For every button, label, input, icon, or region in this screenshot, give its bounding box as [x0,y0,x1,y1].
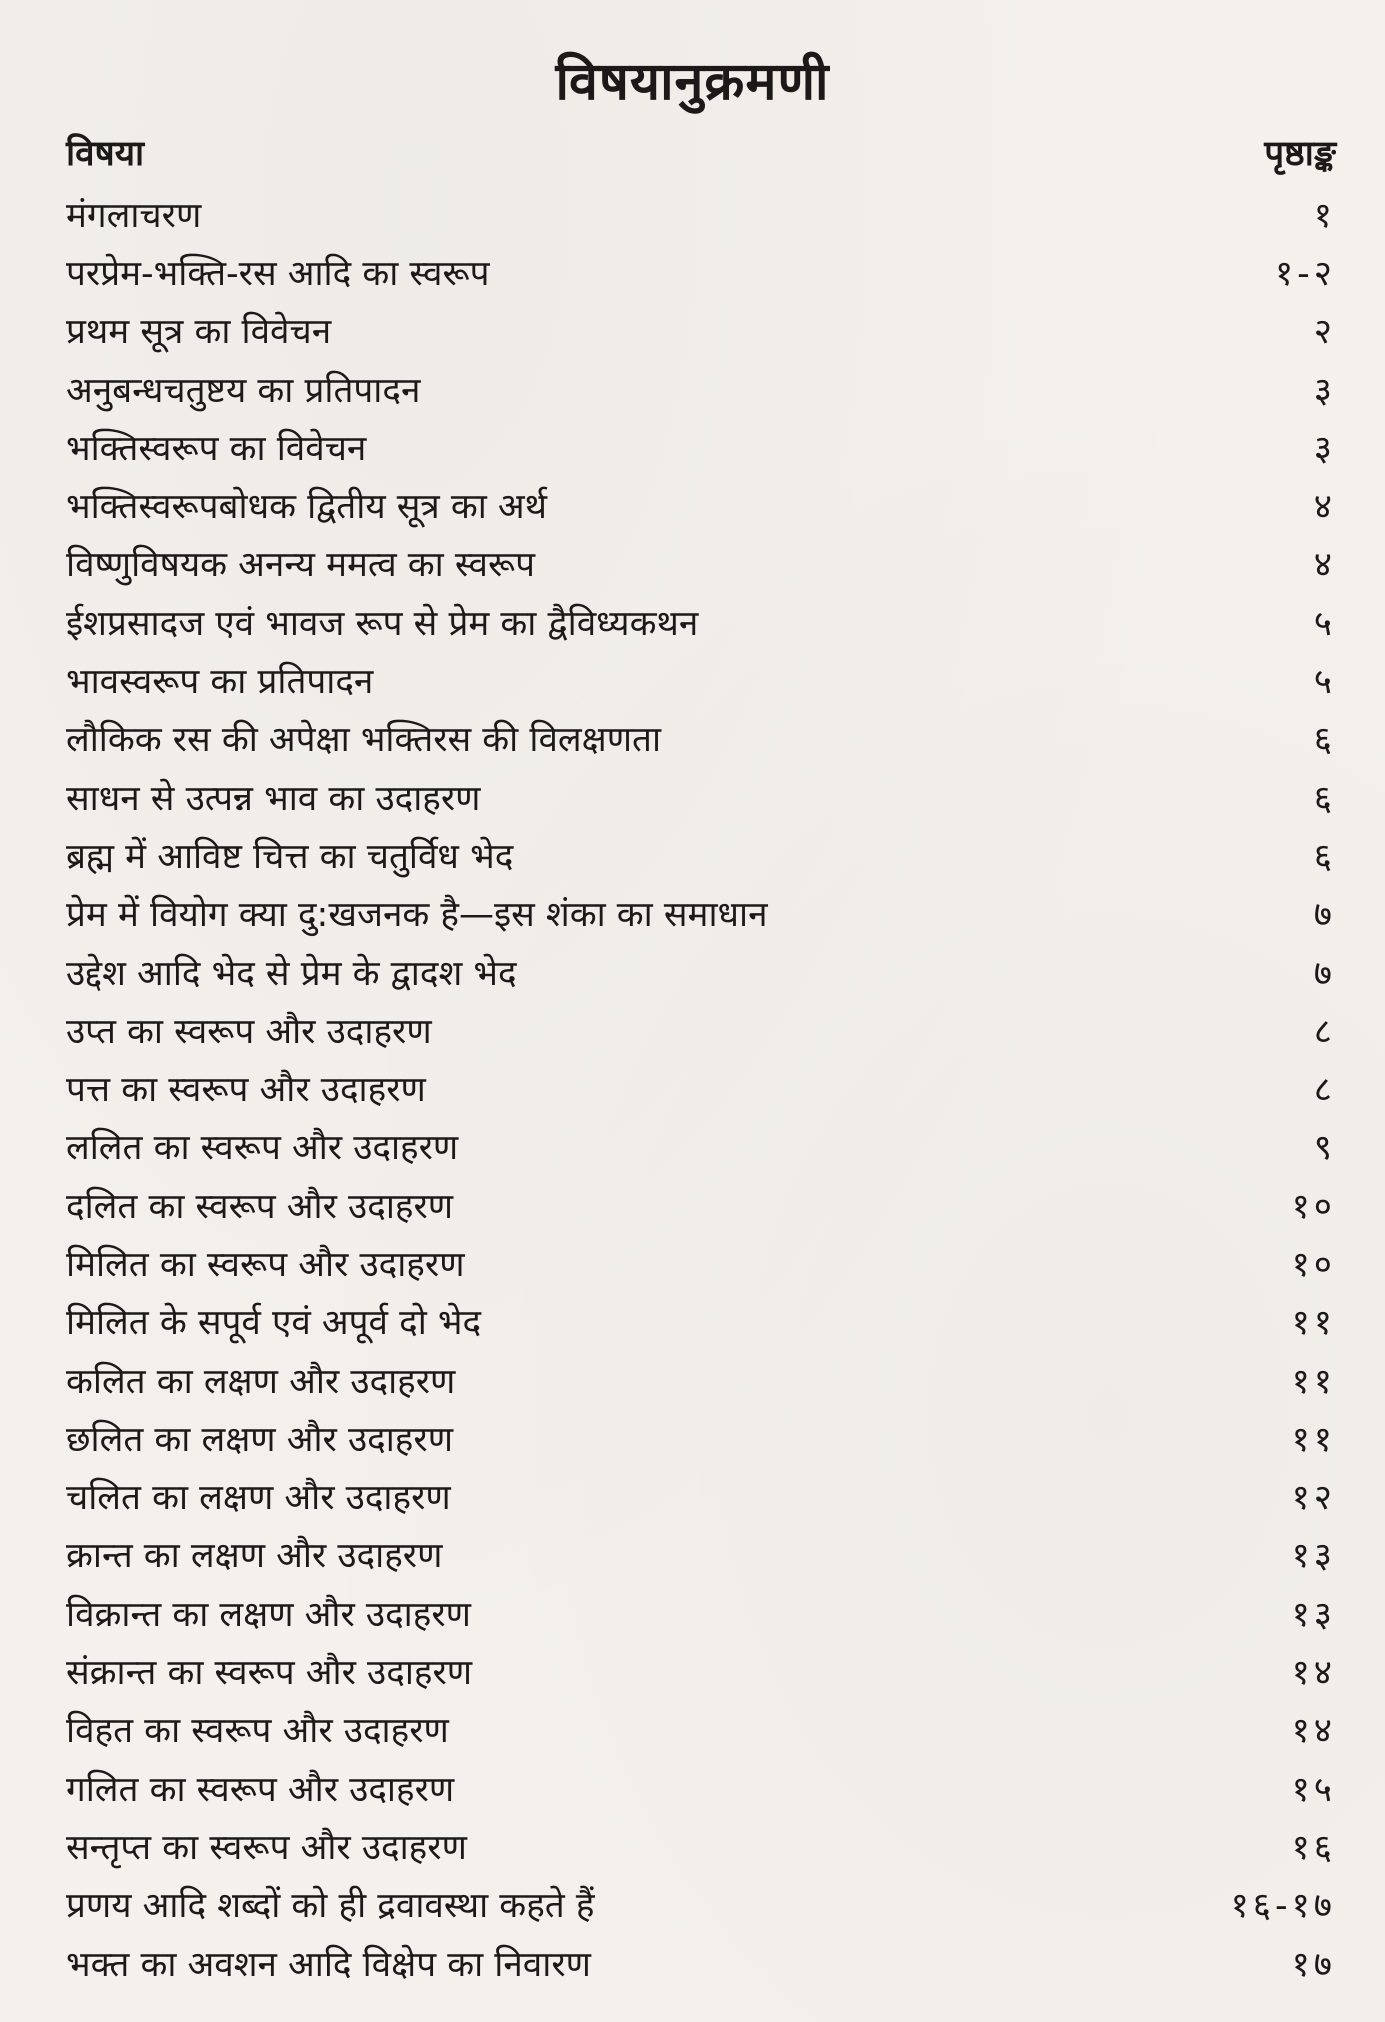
toc-entry [66,243,1336,301]
toc-entry-page: १४ [1291,1711,1336,1752]
toc-entry-topic: परप्रेम-भक्ति-रस आदि का स्वरूप [66,253,490,294]
toc-entry [66,1934,1336,1992]
toc-entry-topic: उद्देश आदि भेद से प्रेम के द्वादश भेद [66,953,517,994]
toc-entry-topic: लौकिक रस की अपेक्षा भक्तिरस की विलक्षणता [66,720,662,761]
toc-entry [66,885,1336,943]
toc-entry [66,768,1336,826]
toc-entry-page: ७ [1313,895,1336,936]
toc-entry-page: १ [1313,195,1336,236]
toc-entry-topic: विक्रान्त का लक्षण और उदाहरण [66,1594,471,1635]
toc-entry-page: १३ [1291,1594,1336,1635]
toc-entry-page: १-२ [1274,253,1336,294]
toc-entry [66,1001,1336,1059]
toc-entry-page: ८ [1313,1070,1336,1111]
toc-entry-page: १० [1291,1244,1336,1285]
toc-entry-topic: मंगलाचरण [66,195,202,236]
toc-entry [66,1234,1336,1292]
toc-entry-page: १६-१७ [1230,1886,1336,1927]
page-column-header: पृष्ठाङ्क [1264,133,1336,174]
toc-entry [66,710,1336,768]
toc-entry-topic: साधन से उत्पन्न भाव का उदाहरण [66,778,481,819]
toc-entry [66,1584,1336,1642]
toc-entry-topic: भावस्वरूप का प्रतिपादन [66,662,374,703]
toc-entry [66,1059,1336,1117]
toc-entry-topic: पत्त का स्वरूप और उदाहरण [66,1070,426,1111]
toc-entry-topic: प्रेम में वियोग क्या दु:खजनक है—इस शंका का समाधान [66,895,768,936]
toc-entry-topic: मिलित का स्वरूप और उदाहरण [66,1244,465,1285]
toc-entry [66,1526,1336,1584]
toc-entry [66,1468,1336,1526]
toc-entry-page: ९ [1313,1128,1336,1169]
toc-entry-topic: सन्तृप्त का स्वरूप और उदाहरण [66,1827,467,1868]
toc-entry [66,418,1336,476]
toc-entry-topic: गलित का स्वरूप और उदाहरण [66,1769,455,1810]
toc-entry-page: १० [1291,1186,1336,1227]
toc-entry-topic: भक्त का अवशन आदि विक्षेप का निवारण [66,1944,591,1985]
toc-entry-topic: चलित का लक्षण और उदाहरण [66,1478,451,1519]
column-header-row [66,128,1336,176]
toc-entry-page: ५ [1313,662,1336,703]
toc-entry-topic: भक्तिस्वरूपबोधक द्वितीय सूत्र का अर्थ [66,487,548,528]
toc-entry [66,535,1336,593]
toc-entry-topic: छलित का लक्षण और उदाहरण [66,1419,454,1460]
toc-entry [66,185,1336,243]
toc-entry [66,1817,1336,1875]
toc-entry-page: ११ [1291,1419,1336,1460]
toc-entry [66,651,1336,709]
topic-column-header: विषया [66,133,145,174]
toc-entry-topic: प्रथम सूत्र का विवेचन [66,312,332,353]
toc-entry-page: ८ [1313,1011,1336,1052]
toc-entry-page: ४ [1313,545,1336,586]
toc-entry [66,360,1336,418]
toc-entry-topic: ललित का स्वरूप और उदाहरण [66,1128,459,1169]
toc-entry-topic: ब्रह्म में आविष्ट चित्त का चतुर्विध भेद [66,836,514,877]
toc-entry-page: १२ [1291,1478,1336,1519]
table-of-contents [66,185,1336,1992]
toc-entry-topic: अनुबन्धचतुष्टय का प्रतिपादन [66,370,421,411]
toc-entry [66,1351,1336,1409]
toc-entry-page: ६ [1313,720,1336,761]
toc-entry [66,593,1336,651]
toc-entry [66,1642,1336,1700]
toc-entry-page: ६ [1313,778,1336,819]
toc-entry-topic: भक्तिस्वरूप का विवेचन [66,428,367,469]
toc-entry-page: ११ [1291,1361,1336,1402]
toc-entry-page: ४ [1313,487,1336,528]
toc-entry [66,1118,1336,1176]
toc-entry-topic: मिलित के सपूर्व एवं अपूर्व दो भेद [66,1303,482,1344]
toc-entry-topic: विष्णुविषयक अनन्य ममत्व का स्वरूप [66,545,536,586]
toc-entry-page: ६ [1313,836,1336,877]
toc-entry-page: १३ [1291,1536,1336,1577]
toc-entry-page: १५ [1291,1769,1336,1810]
toc-entry-topic: ईशप्रसादज एवं भावज रूप से प्रेम का द्वैविध्यकथन [66,603,699,644]
toc-entry-topic: कलित का लक्षण और उदाहरण [66,1361,456,1402]
toc-entry-topic: दलित का स्वरूप और उदाहरण [66,1186,454,1227]
toc-entry [66,1701,1336,1759]
toc-entry [66,1409,1336,1467]
toc-entry-page: १४ [1291,1653,1336,1694]
toc-entry-topic: उप्त का स्वरूप और उदाहरण [66,1011,432,1052]
toc-entry [66,476,1336,534]
toc-entry-page: ५ [1313,603,1336,644]
toc-entry-topic: विहत का स्वरूप और उदाहरण [66,1711,449,1752]
toc-entry-page: २ [1313,312,1336,353]
toc-entry-topic: प्रणय आदि शब्दों को ही द्रवावस्था कहते हैं [66,1886,595,1927]
toc-entry-topic: क्रान्त का लक्षण और उदाहरण [66,1536,443,1577]
toc-entry [66,943,1336,1001]
toc-entry-page: १६ [1291,1827,1336,1868]
page-title: विषयानुक्रमणी [555,52,830,112]
toc-entry-page: ७ [1313,953,1336,994]
toc-entry-page: १७ [1291,1944,1336,1985]
toc-entry [66,1759,1336,1817]
toc-entry [66,302,1336,360]
toc-entry [66,826,1336,884]
toc-entry [66,1293,1336,1351]
toc-entry-topic: संक्रान्त का स्वरूप और उदाहरण [66,1653,473,1694]
toc-entry [66,1876,1336,1934]
toc-entry-page: ३ [1313,370,1336,411]
toc-entry [66,1176,1336,1234]
toc-entry-page: ३ [1313,428,1336,469]
toc-entry-page: ११ [1291,1303,1336,1344]
